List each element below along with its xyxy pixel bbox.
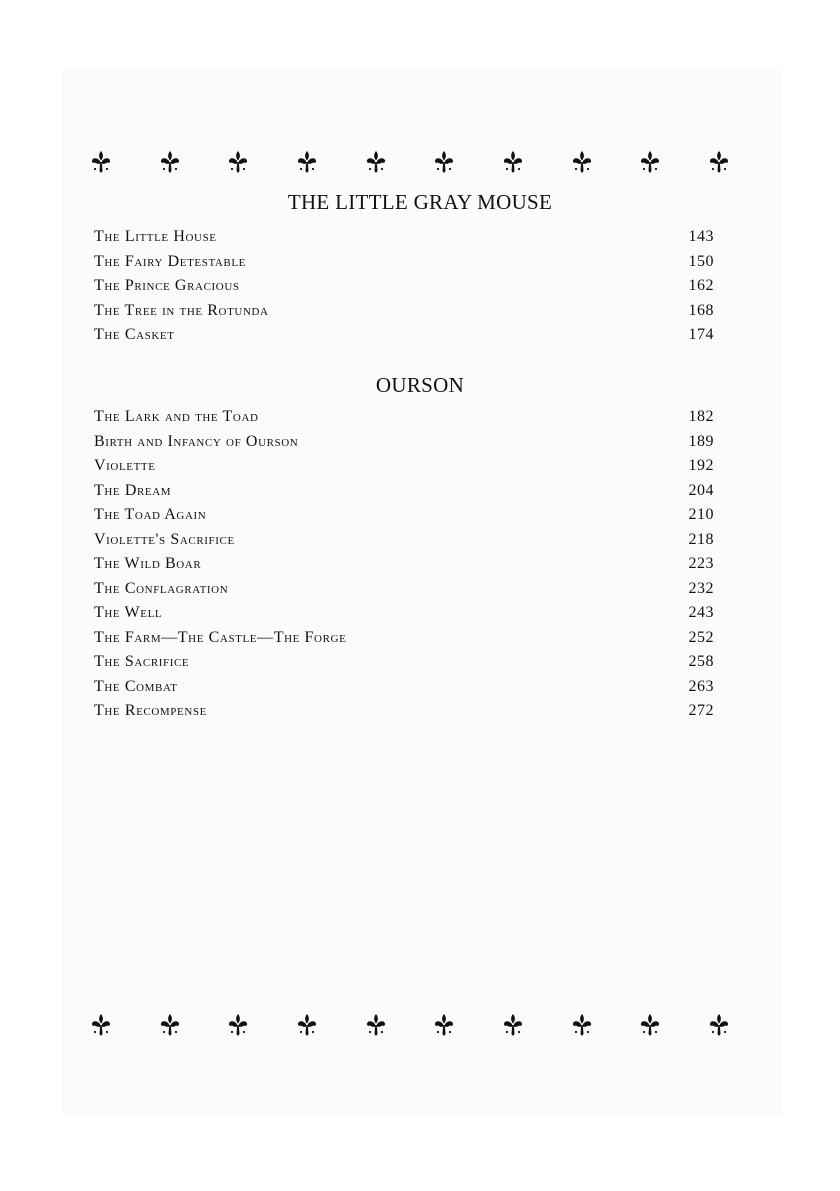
fleur-de-lis-icon	[227, 1013, 249, 1037]
fleur-de-lis-icon	[90, 150, 112, 174]
toc-entry[interactable]	[94, 250, 714, 275]
toc-entry[interactable]	[94, 225, 714, 250]
toc-entry[interactable]	[94, 430, 714, 455]
toc-entry[interactable]	[94, 454, 714, 479]
toc-entry[interactable]	[94, 274, 714, 299]
entry-title: The Fairy Detestable	[94, 252, 247, 270]
fleur-de-lis-icon	[571, 1013, 593, 1037]
page-number: 243	[688, 604, 714, 621]
entry-title: The Little House	[94, 228, 217, 245]
entry-title: The Dream	[94, 481, 172, 499]
fleur-de-lis-icon	[433, 1013, 455, 1037]
page-number: 168	[688, 301, 714, 319]
toc-list-ourson	[94, 405, 714, 724]
page-number: 192	[688, 457, 714, 474]
fleur-de-lis-icon	[639, 150, 661, 174]
fleur-de-lis-icon	[365, 1013, 387, 1037]
page-number: 162	[688, 277, 714, 294]
entry-title: The Conflagration	[94, 579, 229, 597]
toc-entry[interactable]	[94, 650, 714, 675]
toc-entry[interactable]	[94, 699, 714, 724]
toc-entry[interactable]	[94, 601, 714, 626]
fleur-de-lis-icon	[433, 150, 455, 174]
page-number: 232	[688, 579, 714, 597]
toc-entry[interactable]	[94, 552, 714, 577]
toc-entry[interactable]	[94, 323, 714, 348]
toc-entry[interactable]	[94, 577, 714, 602]
toc-entry[interactable]	[94, 528, 714, 553]
section-title-ourson: OURSON	[375, 373, 465, 397]
fleur-de-lis-icon	[227, 150, 249, 174]
fleur-de-lis-icon	[90, 1013, 112, 1037]
entry-title: The Combat	[94, 677, 178, 695]
entry-title: The Tree in the Rotunda	[94, 301, 269, 319]
page-number: 182	[688, 408, 714, 425]
fleur-de-lis-icon	[296, 150, 318, 174]
entry-title: The Lark and the Toad	[94, 408, 259, 425]
page-number: 263	[688, 677, 714, 695]
fleur-de-lis-icon	[502, 150, 524, 174]
fleur-de-lis-icon	[639, 1013, 661, 1037]
page-number: 150	[688, 252, 714, 270]
ornament-row-top	[90, 147, 730, 177]
toc-list-little-gray-mouse	[94, 225, 714, 348]
page-number: 174	[688, 326, 714, 343]
page-number: 218	[688, 530, 714, 548]
fleur-de-lis-icon	[159, 1013, 181, 1037]
toc-entry[interactable]	[94, 675, 714, 700]
toc-entry[interactable]	[94, 299, 714, 324]
ornament-row-bottom	[90, 1010, 730, 1040]
page-number: 223	[688, 555, 714, 572]
page-number: 204	[688, 481, 714, 499]
entry-title: The Sacrifice	[94, 653, 190, 670]
fleur-de-lis-icon	[365, 150, 387, 174]
fleur-de-lis-icon	[296, 1013, 318, 1037]
entry-title: The Well	[94, 604, 163, 621]
page-number: 210	[688, 506, 714, 523]
fleur-de-lis-icon	[708, 150, 730, 174]
entry-title: Birth and Infancy of Ourson	[94, 432, 299, 450]
entry-title: The Prince Gracious	[94, 277, 240, 294]
toc-entry[interactable]	[94, 479, 714, 504]
section-title-little-gray-mouse: THE LITTLE GRAY MOUSE	[287, 190, 553, 214]
entry-title: Violette's Sacrifice	[94, 530, 235, 548]
page-number: 258	[688, 653, 714, 670]
entry-title: The Farm—The Castle—The Forge	[94, 628, 347, 646]
entry-title: The Wild Boar	[94, 555, 202, 572]
entry-title: The Toad Again	[94, 506, 207, 523]
entry-title: Violette	[94, 457, 156, 474]
fleur-de-lis-icon	[502, 1013, 524, 1037]
fleur-de-lis-icon	[571, 150, 593, 174]
page-number: 272	[688, 702, 714, 719]
toc-entry[interactable]	[94, 405, 714, 430]
fleur-de-lis-icon	[159, 150, 181, 174]
page-number: 143	[688, 228, 714, 245]
page-number: 189	[688, 432, 714, 450]
toc-entry[interactable]	[94, 626, 714, 651]
page-number: 252	[688, 628, 714, 646]
toc-entry[interactable]	[94, 503, 714, 528]
entry-title: The Casket	[94, 326, 175, 343]
fleur-de-lis-icon	[708, 1013, 730, 1037]
entry-title: The Recompense	[94, 702, 207, 719]
